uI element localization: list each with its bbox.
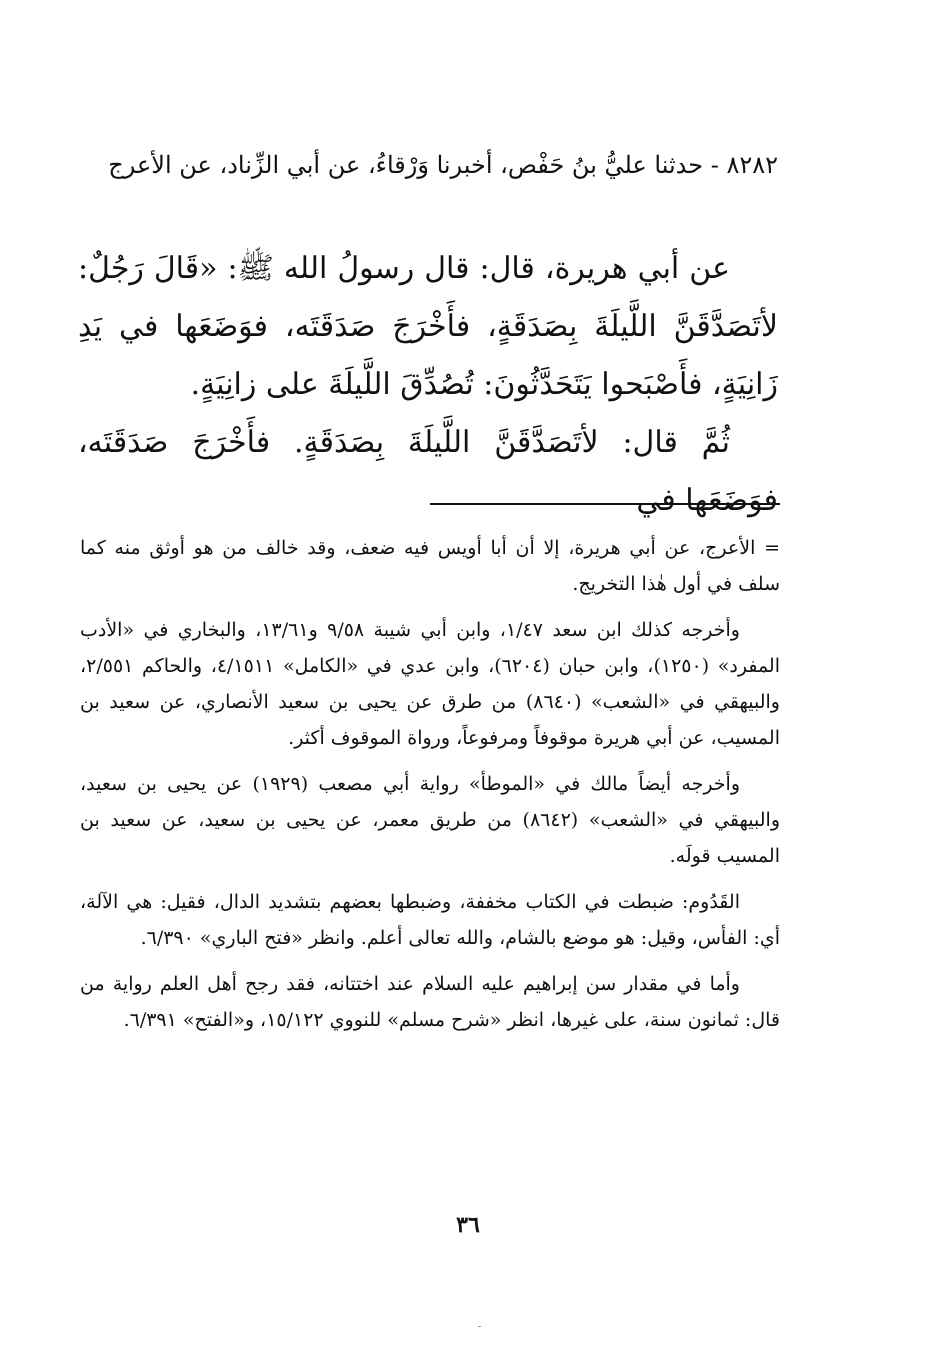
footnotes [80, 530, 780, 1048]
footnote-separator [430, 503, 780, 505]
scan-speck [478, 1326, 481, 1327]
hadith-isnad: ٨٢٨٢ - حدثنا عليُّ بنُ حَفْص، أخبرنا وَرْقاءُ، عن أبي الزِّناد، عن الأعرج [108, 151, 778, 179]
page-number: ٣٦ [456, 1212, 480, 1238]
footnote-paragraph: وأخرجه أيضاً مالك في «الموطأ» رواية أبي مصعب (١٩٢٩) عن يحيى بن سعيد، والبيهقي في «الشعب» (٨٦٤٢) من طريق معمر، عن يحيى بن سعيد، عن سعيد بن المسيب قولَه. [80, 773, 780, 867]
footnote-paragraph: = الأعرج، عن أبي هريرة، إلا أن أبا أويس فيه ضعف، وقد خالف من هو أوثق منه كما سلف في أول هٰذا التخريج. [80, 537, 780, 595]
footnote-paragraph: القَدُوم: ضبطت في الكتاب مخففة، وضبطها بعضهم بتشديد الدال، فقيل: هي الآلة، أي: الفأس، وقيل: هو موضع بالشام، والله تعالى أعلم. وانظر «فتح الباري» ٦/٣٩٠. [80, 891, 780, 949]
hadith-matn: عن أبي هريرة، قال: قال رسولُ الله ﷺ: «قَالَ رَجُلٌ: لأتَصَدَّقَنَّ اللَّيلَةَ بِصَدَقَةٍ، فأَخْرَجَ صَدَقَتَه، فوَضَعَها في يَدِ زَانِيَةٍ، فأَصْبَحوا يَتَحَدَّثُونَ: تُصُدِّقَ اللَّيلَةَ على زانِيَةٍ. [78, 251, 778, 402]
footnote-paragraph: وأخرجه كذلك ابن سعد ١/٤٧، وابن أبي شيبة ٩/٥٨ و١٣/٦١، والبخاري في «الأدب المفرد» (١٢٥٠)، وابن حبان (٦٢٠٤)، وابن عدي في «الكامل» ٤/١٥١١، والحاكم ٢/٥٥١، والبيهقي في «الشعب» (٨٦٤٠) من طرق عن يحيى بن سعيد الأنصاري، عن سعيد بن المسيب، عن أبي هريرة موقوفاً ومرفوعاً، ورواة الموقوف أكثر. [80, 619, 780, 749]
footnote-paragraph: وأما في مقدار سن إبراهيم عليه السلام عند اختتانه، فقد رجح أهل العلم رواية من قال: ثمانون سنة، على غيرها، انظر «شرح مسلم» للنووي ١٥/١٢٢، و«الفتح» ٦/٣٩١. [80, 973, 780, 1031]
hadith-matn-continued: ثُمَّ قال: لأتَصَدَّقَنَّ اللَّيلَةَ بِصَدَقَةٍ. فأَخْرَجَ صَدَقَتَه، فوَضَعَها في [78, 425, 778, 518]
